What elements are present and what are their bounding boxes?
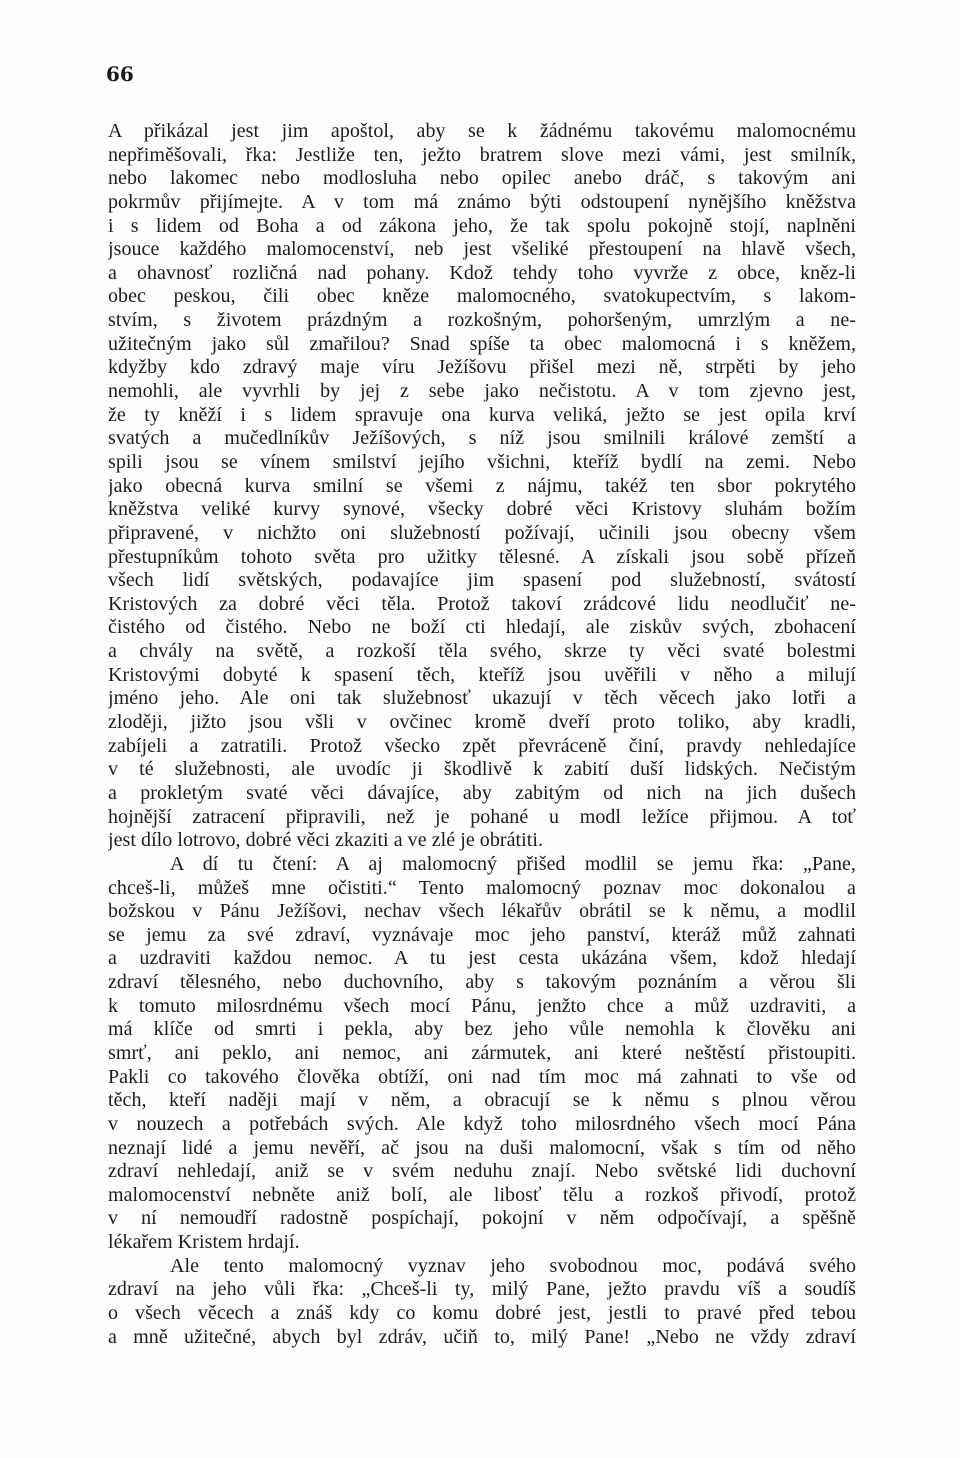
- text-line: v ní nemoudří radostně pospíchají, pokojní v něm odpočívají, a spěšně: [108, 1207, 856, 1230]
- text-line: a mně užitečné, abych byl zdráv, učiň to, milý Pane! „Nebo ne vždy zdraví: [108, 1325, 856, 1348]
- text-line: A dí tu čtení: A aj malomocný přišed modlil se jemu řka: „Pane,: [170, 852, 856, 875]
- text-line: že ty kněží i s lidem spravuje ona kurva veliká, ježto se jest opila krví: [108, 403, 856, 426]
- body-text: [108, 120, 856, 1349]
- text-line: neznají lidé a jemu nevěří, ač jsou na duši malomocní, však s tím od něho: [108, 1136, 856, 1159]
- text-line: v té služebnosti, ale uvodíc ji škodlivě k zabití duší lidských. Nečistým: [108, 758, 856, 781]
- text-line: hojnější zatracení připravili, než je pohané u modl ležíce přijmou. A toť: [108, 805, 856, 828]
- text-line: Kristových za dobré věci těla. Protož takoví zrádcové lidu neodlučiť ne-: [108, 592, 856, 615]
- text-line: Ale tento malomocný vyznav jeho svobodnou moc, podává svého: [170, 1254, 856, 1277]
- text-line: svatých a mučedlníkův Ježíšových, s níž jsou smilnili králové zemští a: [108, 427, 856, 450]
- text-line: chceš-li, můžeš mne očistiti.“ Tento malomocný poznav moc dokonalou a: [108, 876, 856, 899]
- text-line: nepřiměšovali, řka: Jestliže ten, ježto bratrem slove mezi vámi, jest smilník,: [108, 143, 856, 166]
- text-line: k tomuto milosrdnému všech mocí Pánu, jenžto chce a můž uzdraviti, a: [108, 994, 856, 1017]
- text-line: a uzdraviti každou nemoc. A tu jest cesta ukázána všem, kdož hledají: [108, 947, 856, 970]
- text-line: užitečným jako sůl zmařilou? Snad spíše ta obec malomocná i s kněžem,: [108, 332, 856, 355]
- text-line: jsouce každého malomocenství, neb jest všeliké přestoupení na hlavě všech,: [108, 238, 856, 261]
- text-line: jest dílo lotrovo, dobré věci zkaziti a ve zlé je obrátiti.: [108, 829, 544, 852]
- text-line: jméno jeho. Ale oni tak služebnosť ukazují v těch věcech jako lotři a: [108, 687, 856, 710]
- page-number: 66: [106, 62, 134, 86]
- text-line: zdraví tělesného, nebo duchovního, aby s takovým poznáním a věrou šli: [108, 971, 856, 994]
- text-line: i s lidem od Boha a od zákona jeho, že tak spolu pokojně stojí, naplněni: [108, 214, 856, 237]
- text-line: Pakli co takového člověka obtíží, oni nad tím moc má zahnati to vše od: [108, 1065, 856, 1088]
- text-line: malomocenství nebněte aniž bolí, ale libosť tělu a rozkoš přivodí, protož: [108, 1183, 856, 1206]
- text-line: má klíče od smrti i pekla, aby bez jeho vůle nemohla k člověku ani: [108, 1018, 856, 1041]
- text-line: kdyžby kdo zdravý maje víru Ježíšovu přišel mezi ně, strpěti by jeho: [108, 356, 856, 379]
- text-line: čistého od čistého. Nebo ne boží cti hledají, ale ziskův svých, zbohacení: [108, 616, 856, 639]
- text-line: zabíjeli a zatratili. Protož všecko zpět převráceně činí, pravdy nehledajíce: [108, 734, 856, 757]
- text-line: obec peskou, čili obec kněze malomocného, svatokupectvím, s lakom-: [108, 285, 856, 308]
- text-line: pokrmův přijímejte. A v tom má známo býti odstoupení nynějšího kněžstva: [108, 190, 856, 213]
- text-line: těch, kteří naději mají v něm, a obracují se k němu s plnou věrou: [108, 1089, 856, 1112]
- text-line: o všech věcech a znáš kdy co komu dobré jest, jestli to pravé před tebou: [108, 1302, 856, 1325]
- text-line: přestupníkům tohoto světa pro užitky tělesné. A získali jsou sobě přízeň: [108, 545, 856, 568]
- text-line: všech lidí světských, podavajíce jim spasení pod služebností, svátostí: [108, 569, 856, 592]
- text-line: zdraví na jeho vůli řka: „Chceš-li ty, milý Pane, ježto pravdu víš a soudíš: [108, 1278, 856, 1301]
- text-line: spili jsou se vínem smilství jejího všichni, kteříž bydlí na zemi. Nebo: [108, 450, 856, 473]
- text-line: Kristovými dobyté k spasení těch, kteříž jsou uvěřili v něho a milují: [108, 663, 856, 686]
- text-line: zdraví nehledají, aniž se v svém neduhu znají. Nebo světské lidi duchovní: [108, 1160, 856, 1183]
- text-line: v nouzech a potřebách svých. Ale když toho milosrdného všech mocí Pána: [108, 1112, 856, 1135]
- text-line: jako obecná kurva smilní se všemi z nájmu, takéž ten sbor pokrytého: [108, 474, 856, 497]
- text-line: stvím, s životem prázdným a rozkošným, pohoršeným, umrzlým a ne-: [108, 309, 856, 332]
- text-line: božskou v Pánu Ježíšovi, nechav všech lékařův obrátil se k němu, a modlil: [108, 900, 856, 923]
- text-line: A přikázal jest jim apoštol, aby se k žádnému takovému malomocnému: [108, 120, 856, 142]
- text-line: a ohavnosť rozličná nad pohany. Kdož tehdy toho vyvrže z obce, kněz-li: [108, 261, 856, 284]
- text-line: nemohli, ale vyvrhli by jej z sebe jako nečistotu. A v tom zjevno jest,: [108, 380, 856, 403]
- text-line: a prokletým svaté věci dávajíce, aby zabitým od nich na jich dušech: [108, 781, 856, 804]
- text-line: smrť, ani peklo, ani nemoc, ani zármutek, ani které neštěstí přistoupiti.: [108, 1041, 856, 1064]
- text-line: nebo lakomec nebo modlosluha nebo opilec anebo dráč, s takovým ani: [108, 167, 856, 190]
- text-line: lékařem Kristem hrdají.: [108, 1231, 300, 1254]
- text-line: kněžstva veliké kurvy synové, všecky dobré věci Kristovy sluhám božím: [108, 498, 856, 521]
- text-line: se jemu za své zdraví, vyznávaje moc jeho panství, kteráž můž zahnati: [108, 923, 856, 946]
- text-line: zloději, jižto jsou všli v ovčinec kromě dveří proto toliko, aby kradli,: [108, 711, 856, 734]
- text-line: připravené, v nichžto oni služebností požívají, učinili jsou obecny všem: [108, 521, 856, 544]
- text-line: a chvály na světě, a rozkoší těla svého, skrze ty věci svaté bolestmi: [108, 640, 856, 663]
